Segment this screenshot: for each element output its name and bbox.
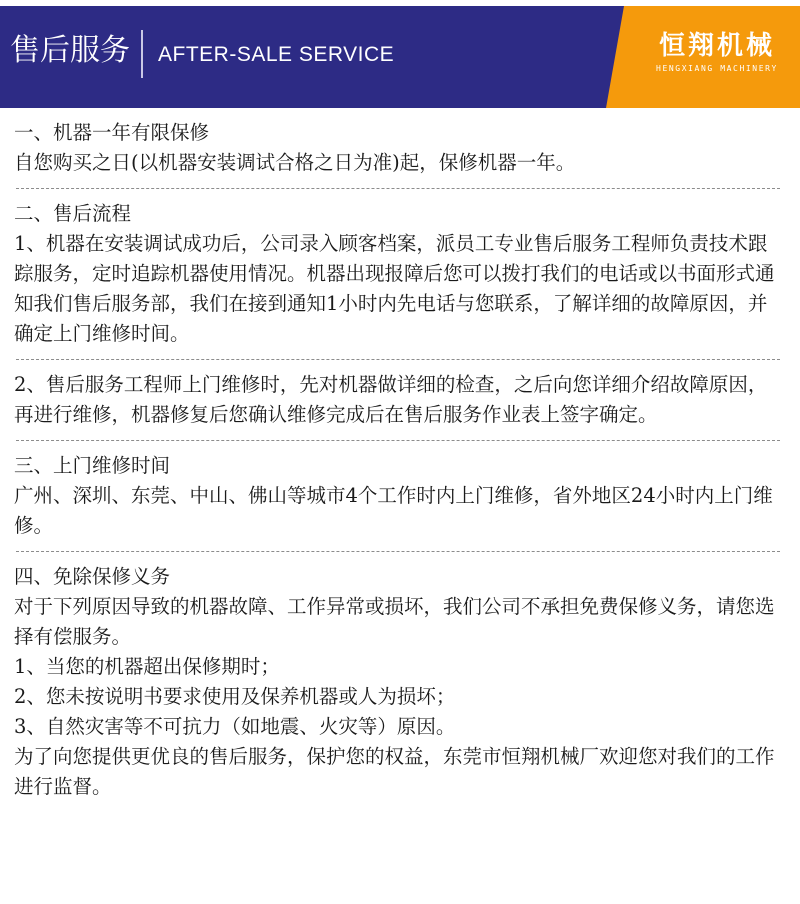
section-body: 1、机器在安装调试成功后，公司录入顾客档案，派员工专业售后服务工程师负责技术跟踪服务，定时追踪机器使用情况。机器出现报障后您可以拨打我们的电话或以书面形式通知我们售后服务部，我们在接到通知1小时内先电话与您联系，了解详细的故障原因，并确定上门维修时间。 (14, 232, 775, 345)
page-header (0, 0, 800, 108)
section-onsite-repair (14, 370, 786, 430)
dashed-divider (16, 551, 780, 552)
section-body: 对于下列原因导致的机器故障、工作异常或损坏，我们公司不承担免费保修义务，请您选择有偿服务。 (14, 595, 775, 648)
section-body: 2、售后服务工程师上门维修时，先对机器做详细的检查，之后向您详细介绍故障原因，再进行维修，机器修复后您确认维修完成后在售后服务作业表上签字确定。 (14, 373, 768, 426)
section-heading: 四、免除保修义务 (14, 565, 171, 588)
dashed-divider (16, 188, 780, 189)
title-divider (141, 30, 143, 78)
section-body: 自您购买之日(以机器安装调试合格之日为准)起，保修机器一年。 (14, 151, 576, 174)
list-item: 3、自然灾害等不可抗力（如地震、火灾等）原因。 (14, 715, 456, 738)
section-heading: 三、上门维修时间 (14, 454, 171, 477)
section-heading: 二、售后流程 (14, 202, 132, 225)
section-exemptions (14, 562, 786, 802)
closing-text: 为了向您提供更优良的售后服务，保护您的权益，东莞市恒翔机械厂欢迎您对我们的工作进行监督。 (14, 745, 775, 798)
section-body: 广州、深圳、东莞、中山、佛山等城市4个工作时内上门维修，省外地区24小时内上门维修。 (14, 484, 773, 537)
brand-logo-subtext: HENGXIANG MACHINERY (656, 64, 778, 73)
dashed-divider (16, 359, 780, 360)
page-title: 售后服务 (10, 33, 130, 68)
page-subtitle: AFTER-SALE SERVICE (158, 43, 395, 66)
section-process (14, 199, 786, 349)
section-warranty (14, 118, 786, 178)
content (14, 118, 786, 802)
list-item: 1、当您的机器超出保修期时； (14, 655, 280, 678)
dashed-divider (16, 440, 780, 441)
brand-logo-text: 恒翔机械 (658, 31, 775, 61)
list-item: 2、您未按说明书要求使用及保养机器或人为损坏； (14, 685, 456, 708)
section-heading: 一、机器一年有限保修 (14, 121, 210, 144)
section-response-time (14, 451, 786, 541)
